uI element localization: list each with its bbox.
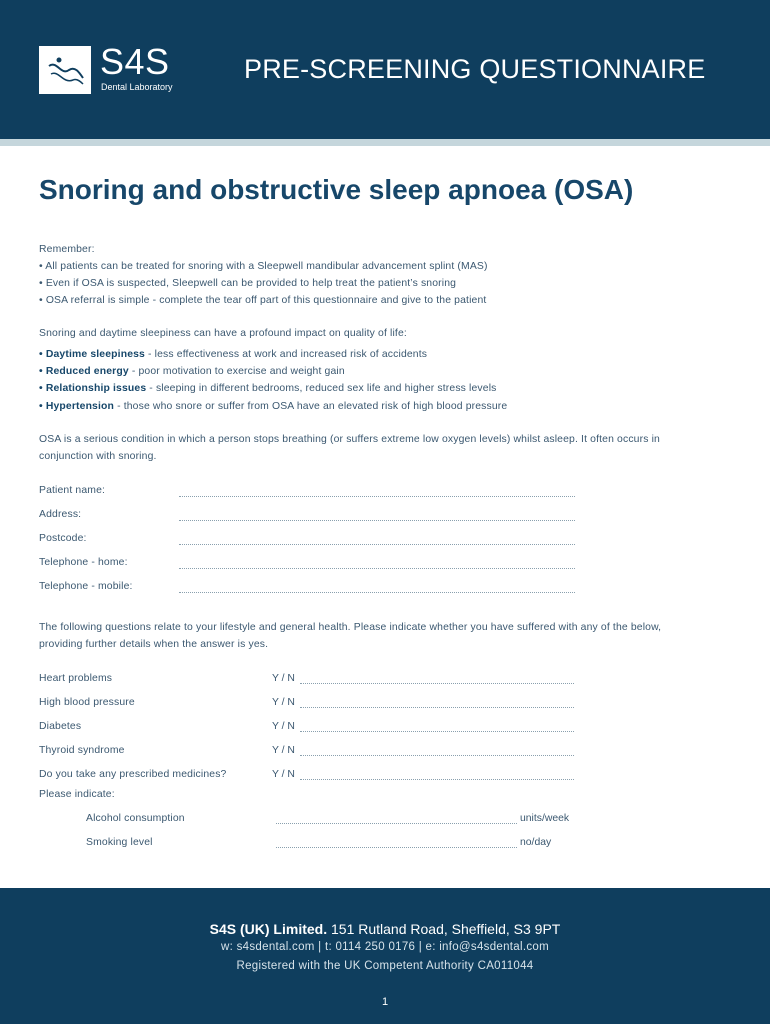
impact-term: • Relationship issues bbox=[39, 383, 147, 394]
address-field[interactable] bbox=[179, 520, 575, 521]
logo-name: S4S bbox=[100, 41, 170, 82]
header-divider bbox=[0, 139, 770, 146]
telephone-mobile-label: Telephone - mobile: bbox=[39, 581, 133, 592]
footer-contacts: w: s4sdental.com | t: 0114 250 0176 | e: info@s4sdental.com bbox=[221, 941, 549, 953]
remember-bullet: • Even if OSA is suspected, Sleepwell can be provided to help treat the patient’s snoring bbox=[39, 278, 457, 289]
postcode-label: Postcode: bbox=[39, 533, 87, 544]
patient-name-label: Patient name: bbox=[39, 485, 106, 496]
osa-description: conjunction with snoring. bbox=[39, 451, 157, 462]
logo-subtitle: Dental Laboratory bbox=[101, 82, 173, 92]
remember-bullet: • OSA referral is simple - complete the tear off part of this questionnaire and give to the patient bbox=[39, 295, 487, 306]
telephone-mobile-field[interactable] bbox=[179, 592, 575, 593]
footer-address bbox=[0, 921, 770, 937]
smoking-unit: no/day bbox=[520, 837, 552, 848]
page-title: Snoring and obstructive sleep apnoea (OSA) bbox=[39, 174, 634, 205]
alcohol-consumption-field[interactable] bbox=[276, 823, 517, 824]
postcode-field[interactable] bbox=[179, 544, 575, 545]
please-indicate-label: Please indicate: bbox=[39, 789, 115, 800]
questions-intro: providing further details when the answer is yes. bbox=[39, 639, 269, 650]
osa-description: OSA is a serious condition in which a person stops breathing (or suffers extreme low oxygen levels) whilst asleep. It often occurs in bbox=[39, 434, 660, 445]
telephone-home-field[interactable] bbox=[179, 568, 575, 569]
page-number: 1 bbox=[381, 996, 389, 1008]
yes-no-option[interactable]: Y / N bbox=[272, 721, 295, 732]
question-label: Do you take any prescribed medicines? bbox=[39, 769, 227, 780]
yes-no-option[interactable]: Y / N bbox=[272, 673, 295, 684]
remember-heading: Remember: bbox=[39, 244, 95, 255]
question-label: High blood pressure bbox=[39, 697, 135, 708]
yes-no-option[interactable]: Y / N bbox=[272, 769, 295, 780]
s4s-logo-icon bbox=[39, 46, 91, 94]
alcohol-consumption-label: Alcohol consumption bbox=[86, 813, 185, 824]
footer-registration: Registered with the UK Competent Authority CA011044 bbox=[236, 960, 534, 972]
impact-term: • Hypertension bbox=[39, 401, 115, 412]
telephone-home-label: Telephone - home: bbox=[39, 557, 128, 568]
question-label: Thyroid syndrome bbox=[39, 745, 125, 756]
question-label: Diabetes bbox=[39, 721, 82, 732]
patient-name-field[interactable] bbox=[179, 496, 575, 497]
impact-intro: Snoring and daytime sleepiness can have a profound impact on quality of life: bbox=[39, 328, 407, 339]
header-banner bbox=[0, 0, 770, 139]
question-details-field[interactable] bbox=[300, 707, 574, 708]
impact-term: • Reduced energy bbox=[39, 366, 129, 377]
company-address: 151 Rutland Road, Sheffield, S3 9PT bbox=[327, 921, 561, 937]
questions-intro: The following questions relate to your lifestyle and general health. Please indicate whether you have suffered with any of the below, bbox=[39, 622, 662, 633]
question-label: Heart problems bbox=[39, 673, 113, 684]
question-details-field[interactable] bbox=[300, 755, 574, 756]
impact-desc: - sleeping in different bedrooms, reduced sex life and higher stress levels bbox=[146, 383, 497, 394]
header-title: PRE-SCREENING QUESTIONNAIRE bbox=[244, 54, 706, 84]
impact-item bbox=[39, 398, 507, 415]
smoking-level-field[interactable] bbox=[276, 847, 517, 848]
impact-item bbox=[39, 346, 427, 363]
impact-item bbox=[39, 363, 345, 380]
smoking-level-label: Smoking level bbox=[86, 837, 153, 848]
footer bbox=[0, 888, 770, 1024]
address-label: Address: bbox=[39, 509, 82, 520]
impact-desc: - less effectiveness at work and increased risk of accidents bbox=[144, 349, 428, 360]
remember-bullet: • All patients can be treated for snoring with a Sleepwell mandibular advancement splint (MAS) bbox=[39, 261, 488, 272]
question-details-field[interactable] bbox=[300, 683, 574, 684]
yes-no-option[interactable]: Y / N bbox=[272, 697, 295, 708]
yes-no-option[interactable]: Y / N bbox=[272, 745, 295, 756]
impact-item bbox=[39, 380, 497, 397]
impact-desc: - poor motivation to exercise and weight gain bbox=[128, 366, 345, 377]
question-details-field[interactable] bbox=[300, 779, 574, 780]
impact-term: • Daytime sleepiness bbox=[39, 349, 145, 360]
impact-desc: - those who snore or suffer from OSA have an elevated risk of high blood pressure bbox=[114, 401, 508, 412]
question-details-field[interactable] bbox=[300, 731, 574, 732]
alcohol-unit: units/week bbox=[520, 813, 570, 824]
company-name: S4S (UK) Limited. bbox=[209, 921, 328, 937]
